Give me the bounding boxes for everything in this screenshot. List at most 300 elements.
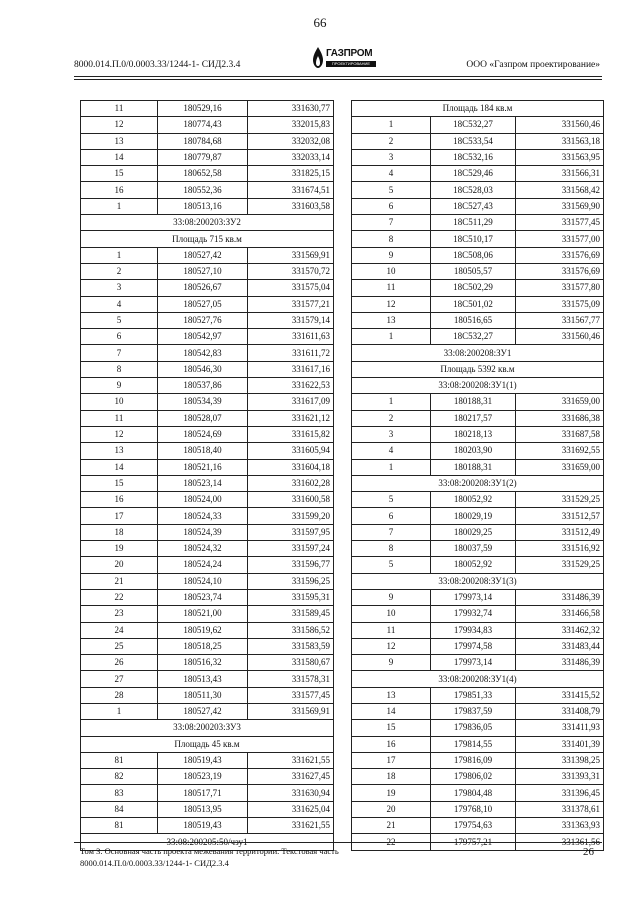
flame-icon	[312, 47, 324, 69]
y-coordinate-cell: 331615,82	[248, 426, 334, 442]
point-number-cell: 12	[81, 426, 158, 442]
y-coordinate-cell: 331563,95	[516, 149, 604, 165]
point-number-cell: 15	[81, 475, 158, 491]
point-number-cell: 3	[352, 149, 431, 165]
x-coordinate-cell: 18C528,03	[431, 182, 516, 198]
table-row	[352, 638, 604, 654]
table-row	[352, 133, 604, 149]
table-row	[81, 801, 334, 817]
point-number-cell: 5	[81, 312, 158, 328]
point-number-cell: 18	[352, 769, 431, 785]
point-number-cell: 21	[352, 818, 431, 834]
y-coordinate-cell: 332033,14	[248, 149, 334, 165]
x-coordinate-cell: 179768,10	[431, 801, 516, 817]
y-coordinate-cell: 331577,21	[248, 296, 334, 312]
point-number-cell: 13	[352, 687, 431, 703]
x-coordinate-cell: 18C502,29	[431, 280, 516, 296]
y-coordinate-cell: 331512,49	[516, 524, 604, 540]
x-coordinate-cell: 180217,57	[431, 410, 516, 426]
section-header-row	[81, 720, 334, 736]
table-row	[81, 606, 334, 622]
x-coordinate-cell: 179816,09	[431, 752, 516, 768]
x-coordinate-cell: 180527,05	[158, 296, 248, 312]
table-row	[81, 655, 334, 671]
y-coordinate-cell: 331567,77	[516, 312, 604, 328]
x-coordinate-cell: 180519,62	[158, 622, 248, 638]
footer-volume-title: Том 3. Основная часть проекта межевания территории. Текстовая часть	[80, 846, 339, 856]
table-row	[81, 263, 334, 279]
section-header-row	[81, 215, 334, 231]
point-number-cell: 9	[352, 247, 431, 263]
x-coordinate-cell: 179757,21	[431, 834, 516, 850]
table-row	[352, 508, 604, 524]
point-number-cell: 9	[352, 655, 431, 671]
x-coordinate-cell: 180774,43	[158, 117, 248, 133]
point-number-cell: 9	[81, 378, 158, 394]
section-header-row	[352, 573, 604, 589]
point-number-cell: 81	[81, 818, 158, 834]
y-coordinate-cell: 331466,58	[516, 606, 604, 622]
y-coordinate-cell: 331659,00	[516, 394, 604, 410]
y-coordinate-cell: 331599,20	[248, 508, 334, 524]
y-coordinate-cell: 331486,39	[516, 655, 604, 671]
x-coordinate-cell: 180037,59	[431, 541, 516, 557]
table-row	[352, 182, 604, 198]
section-header-row	[352, 101, 604, 117]
y-coordinate-cell: 331611,63	[248, 329, 334, 345]
footer-rule	[74, 842, 602, 843]
point-number-cell: 3	[81, 280, 158, 296]
point-number-cell: 22	[352, 834, 431, 850]
point-number-cell: 14	[81, 459, 158, 475]
x-coordinate-cell: 180784,68	[158, 133, 248, 149]
section-header-row	[352, 361, 604, 377]
table-row	[81, 394, 334, 410]
y-coordinate-cell: 331577,00	[516, 231, 604, 247]
x-coordinate-cell: 179814,55	[431, 736, 516, 752]
table-row	[352, 736, 604, 752]
x-coordinate-cell: 180052,92	[431, 557, 516, 573]
x-coordinate-cell: 179804,48	[431, 785, 516, 801]
y-coordinate-cell: 331597,24	[248, 541, 334, 557]
y-coordinate-cell: 331361,56	[516, 834, 604, 850]
point-number-cell: 16	[352, 736, 431, 752]
table-row	[81, 589, 334, 605]
x-coordinate-cell: 179973,14	[431, 655, 516, 671]
table-row	[81, 769, 334, 785]
y-coordinate-cell: 331596,77	[248, 557, 334, 573]
y-coordinate-cell: 331577,45	[516, 215, 604, 231]
x-coordinate-cell: 180524,39	[158, 524, 248, 540]
left-coordinates-table	[80, 100, 334, 851]
y-coordinate-cell: 331825,15	[248, 166, 334, 182]
x-coordinate-cell: 180521,16	[158, 459, 248, 475]
x-coordinate-cell: 180517,71	[158, 785, 248, 801]
table-row	[352, 198, 604, 214]
table-row	[81, 280, 334, 296]
point-number-cell: 6	[352, 198, 431, 214]
point-number-cell: 14	[352, 703, 431, 719]
table-row	[352, 557, 604, 573]
point-number-cell: 6	[352, 508, 431, 524]
y-coordinate-cell: 331363,93	[516, 818, 604, 834]
section-header-row	[352, 345, 604, 361]
y-coordinate-cell: 331569,91	[248, 247, 334, 263]
x-coordinate-cell: 180528,07	[158, 410, 248, 426]
y-coordinate-cell: 331600,58	[248, 492, 334, 508]
point-number-cell: 5	[352, 492, 431, 508]
table-row	[81, 378, 334, 394]
table-row	[352, 231, 604, 247]
table-row	[81, 247, 334, 263]
x-coordinate-cell: 18C501,02	[431, 296, 516, 312]
table-row	[352, 801, 604, 817]
y-coordinate-cell: 331622,53	[248, 378, 334, 394]
point-number-cell: 17	[352, 752, 431, 768]
point-number-cell: 1	[352, 329, 431, 345]
point-number-cell: 17	[81, 508, 158, 524]
table-row	[81, 524, 334, 540]
table-row	[352, 785, 604, 801]
y-coordinate-cell: 331415,52	[516, 687, 604, 703]
point-number-cell: 1	[352, 394, 431, 410]
point-number-cell: 1	[352, 459, 431, 475]
point-number-cell: 12	[352, 638, 431, 654]
y-coordinate-cell: 331621,55	[248, 752, 334, 768]
table-row	[352, 655, 604, 671]
table-row	[352, 149, 604, 165]
x-coordinate-cell: 180779,87	[158, 149, 248, 165]
section-header-text: 33:08:200208:ЗУ1(2)	[352, 475, 604, 491]
section-header-text: Площадь 184 кв.м	[352, 101, 604, 117]
x-coordinate-cell: 180516,32	[158, 655, 248, 671]
table-row	[352, 263, 604, 279]
y-coordinate-cell: 331483,44	[516, 638, 604, 654]
x-coordinate-cell: 180552,36	[158, 182, 248, 198]
point-number-cell: 2	[352, 410, 431, 426]
y-coordinate-cell: 332015,83	[248, 117, 334, 133]
section-header-text: 33:08:200205:50/чзу1	[81, 834, 334, 850]
y-coordinate-cell: 331617,16	[248, 361, 334, 377]
table-row	[81, 541, 334, 557]
point-number-cell: 6	[81, 329, 158, 345]
table-row	[81, 459, 334, 475]
y-coordinate-cell: 331595,31	[248, 589, 334, 605]
section-header-text: Площадь 5392 кв.м	[352, 361, 604, 377]
y-coordinate-cell: 331596,25	[248, 573, 334, 589]
table-row	[352, 410, 604, 426]
point-number-cell: 13	[352, 312, 431, 328]
point-number-cell: 5	[352, 557, 431, 573]
x-coordinate-cell: 180518,40	[158, 443, 248, 459]
table-row	[352, 215, 604, 231]
y-coordinate-cell: 331611,72	[248, 345, 334, 361]
point-number-cell: 18	[81, 524, 158, 540]
section-header-text: Площадь 715 кв.м	[81, 231, 334, 247]
point-number-cell: 13	[81, 443, 158, 459]
x-coordinate-cell: 179851,33	[431, 687, 516, 703]
table-row	[81, 703, 334, 719]
point-number-cell: 11	[352, 280, 431, 296]
x-coordinate-cell: 180524,32	[158, 541, 248, 557]
x-coordinate-cell: 180516,65	[431, 312, 516, 328]
section-header-row	[352, 671, 604, 687]
x-coordinate-cell: 180537,86	[158, 378, 248, 394]
x-coordinate-cell: 180188,31	[431, 394, 516, 410]
point-number-cell: 15	[81, 166, 158, 182]
x-coordinate-cell: 180188,31	[431, 459, 516, 475]
point-number-cell: 11	[352, 622, 431, 638]
point-number-cell: 11	[81, 410, 158, 426]
point-number-cell: 8	[352, 541, 431, 557]
x-coordinate-cell: 180527,76	[158, 312, 248, 328]
x-coordinate-cell: 18C532,27	[431, 117, 516, 133]
x-coordinate-cell: 18C511,29	[431, 215, 516, 231]
point-number-cell: 81	[81, 752, 158, 768]
table-row	[81, 345, 334, 361]
point-number-cell: 12	[81, 117, 158, 133]
x-coordinate-cell: 18C508,06	[431, 247, 516, 263]
y-coordinate-cell: 331580,67	[248, 655, 334, 671]
point-number-cell: 16	[81, 492, 158, 508]
logo-subtext: ПРОЕКТИРОВАНИЕ	[326, 61, 376, 67]
y-coordinate-cell: 331692,55	[516, 443, 604, 459]
y-coordinate-cell: 331625,04	[248, 801, 334, 817]
point-number-cell: 3	[352, 426, 431, 442]
x-coordinate-cell: 180218,13	[431, 426, 516, 442]
table-row	[352, 166, 604, 182]
y-coordinate-cell: 331579,14	[248, 312, 334, 328]
point-number-cell: 9	[352, 589, 431, 605]
table-row	[352, 492, 604, 508]
point-number-cell: 7	[352, 215, 431, 231]
y-coordinate-cell: 331674,51	[248, 182, 334, 198]
point-number-cell: 7	[81, 345, 158, 361]
x-coordinate-cell: 180524,69	[158, 426, 248, 442]
point-number-cell: 11	[81, 101, 158, 117]
x-coordinate-cell: 18C532,16	[431, 149, 516, 165]
table-row	[352, 296, 604, 312]
logo-text: ГАЗПРОМ	[326, 48, 373, 59]
point-number-cell: 84	[81, 801, 158, 817]
y-coordinate-cell: 331578,31	[248, 671, 334, 687]
point-number-cell: 19	[352, 785, 431, 801]
x-coordinate-cell: 180527,42	[158, 703, 248, 719]
table-row	[81, 818, 334, 834]
header-rule-double	[74, 79, 602, 80]
y-coordinate-cell: 331529,25	[516, 557, 604, 573]
point-number-cell: 25	[81, 638, 158, 654]
x-coordinate-cell: 18C533,54	[431, 133, 516, 149]
section-header-text: 33:08:200203:ЗУ3	[81, 720, 334, 736]
x-coordinate-cell: 180052,92	[431, 492, 516, 508]
x-coordinate-cell: 179973,14	[431, 589, 516, 605]
y-coordinate-cell: 331583,59	[248, 638, 334, 654]
y-coordinate-cell: 331486,39	[516, 589, 604, 605]
y-coordinate-cell: 331605,94	[248, 443, 334, 459]
x-coordinate-cell: 18C529,46	[431, 166, 516, 182]
x-coordinate-cell: 179934,83	[431, 622, 516, 638]
org-name: ООО «Газпром проектирование»	[466, 60, 600, 70]
x-coordinate-cell: 180029,25	[431, 524, 516, 540]
point-number-cell: 15	[352, 720, 431, 736]
y-coordinate-cell: 331576,69	[516, 263, 604, 279]
y-coordinate-cell: 331396,45	[516, 785, 604, 801]
x-coordinate-cell: 179837,59	[431, 703, 516, 719]
table-row	[81, 475, 334, 491]
table-row	[81, 508, 334, 524]
x-coordinate-cell: 18C527,43	[431, 198, 516, 214]
table-row	[352, 720, 604, 736]
point-number-cell: 16	[81, 182, 158, 198]
x-coordinate-cell: 180527,42	[158, 247, 248, 263]
point-number-cell: 24	[81, 622, 158, 638]
point-number-cell: 14	[81, 149, 158, 165]
x-coordinate-cell: 180523,19	[158, 769, 248, 785]
x-coordinate-cell: 179836,05	[431, 720, 516, 736]
point-number-cell: 2	[81, 263, 158, 279]
y-coordinate-cell: 331378,61	[516, 801, 604, 817]
y-coordinate-cell: 331569,91	[248, 703, 334, 719]
point-number-cell: 1	[81, 247, 158, 263]
x-coordinate-cell: 180521,00	[158, 606, 248, 622]
point-number-cell: 10	[352, 606, 431, 622]
table-row	[352, 247, 604, 263]
y-coordinate-cell: 331570,72	[248, 263, 334, 279]
point-number-cell: 1	[81, 198, 158, 214]
x-coordinate-cell: 180513,43	[158, 671, 248, 687]
x-coordinate-cell: 180518,25	[158, 638, 248, 654]
page-number: 66	[313, 15, 327, 30]
point-number-cell: 4	[352, 166, 431, 182]
table-row	[81, 182, 334, 198]
section-header-text: 33:08:200208:ЗУ1(3)	[352, 573, 604, 589]
table-row	[81, 785, 334, 801]
point-number-cell: 83	[81, 785, 158, 801]
point-number-cell: 12	[352, 296, 431, 312]
table-row	[352, 426, 604, 442]
y-coordinate-cell: 331621,55	[248, 818, 334, 834]
x-coordinate-cell: 179754,63	[431, 818, 516, 834]
y-coordinate-cell: 331659,00	[516, 459, 604, 475]
point-number-cell: 28	[81, 687, 158, 703]
table-row	[352, 329, 604, 345]
section-header-row	[81, 736, 334, 752]
x-coordinate-cell: 18C532,27	[431, 329, 516, 345]
section-header-text: Площадь 45 кв.м	[81, 736, 334, 752]
table-row	[81, 687, 334, 703]
table-row	[352, 687, 604, 703]
point-number-cell: 22	[81, 589, 158, 605]
table-row	[81, 361, 334, 377]
x-coordinate-cell: 180513,95	[158, 801, 248, 817]
table-row	[81, 133, 334, 149]
y-coordinate-cell: 331566,31	[516, 166, 604, 182]
table-row	[81, 101, 334, 117]
y-coordinate-cell: 331577,45	[248, 687, 334, 703]
x-coordinate-cell: 180546,30	[158, 361, 248, 377]
point-number-cell: 8	[352, 231, 431, 247]
y-coordinate-cell: 331568,42	[516, 182, 604, 198]
x-coordinate-cell: 180511,30	[158, 687, 248, 703]
point-number-cell: 10	[352, 263, 431, 279]
section-header-text: 33:08:200208:ЗУ1	[352, 345, 604, 361]
table-row	[81, 671, 334, 687]
point-number-cell: 23	[81, 606, 158, 622]
section-header-row	[352, 475, 604, 491]
header-rule	[74, 76, 602, 77]
point-number-cell: 27	[81, 671, 158, 687]
y-coordinate-cell: 331575,04	[248, 280, 334, 296]
y-coordinate-cell: 331686,38	[516, 410, 604, 426]
point-number-cell: 7	[352, 524, 431, 540]
table-row	[81, 198, 334, 214]
point-number-cell: 19	[81, 541, 158, 557]
y-coordinate-cell: 331401,39	[516, 736, 604, 752]
x-coordinate-cell: 180519,43	[158, 818, 248, 834]
point-number-cell: 4	[81, 296, 158, 312]
x-coordinate-cell: 180203,90	[431, 443, 516, 459]
y-coordinate-cell: 331621,12	[248, 410, 334, 426]
right-coordinates-column	[351, 100, 604, 851]
x-coordinate-cell: 180519,43	[158, 752, 248, 768]
table-row	[352, 541, 604, 557]
x-coordinate-cell: 18C510,17	[431, 231, 516, 247]
x-coordinate-cell: 180524,33	[158, 508, 248, 524]
y-coordinate-cell: 331617,09	[248, 394, 334, 410]
x-coordinate-cell: 180505,57	[431, 263, 516, 279]
y-coordinate-cell: 331576,69	[516, 247, 604, 263]
table-row	[81, 752, 334, 768]
table-row	[352, 443, 604, 459]
x-coordinate-cell: 180542,97	[158, 329, 248, 345]
y-coordinate-cell: 331589,45	[248, 606, 334, 622]
y-coordinate-cell: 331687,58	[516, 426, 604, 442]
x-coordinate-cell: 179974,58	[431, 638, 516, 654]
table-row	[352, 752, 604, 768]
y-coordinate-cell: 331393,31	[516, 769, 604, 785]
x-coordinate-cell: 180534,39	[158, 394, 248, 410]
table-row	[81, 426, 334, 442]
y-coordinate-cell: 331630,94	[248, 785, 334, 801]
table-row	[352, 622, 604, 638]
x-coordinate-cell: 179806,02	[431, 769, 516, 785]
section-header-row	[352, 378, 604, 394]
y-coordinate-cell: 331560,46	[516, 329, 604, 345]
table-row	[352, 524, 604, 540]
point-number-cell: 26	[81, 655, 158, 671]
section-header-text: 33:08:200208:ЗУ1(4)	[352, 671, 604, 687]
y-coordinate-cell: 331516,92	[516, 541, 604, 557]
table-row	[352, 818, 604, 834]
y-coordinate-cell: 331462,32	[516, 622, 604, 638]
y-coordinate-cell: 331577,80	[516, 280, 604, 296]
y-coordinate-cell: 331604,18	[248, 459, 334, 475]
point-number-cell: 4	[352, 443, 431, 459]
doc-code: 8000.014.П.0/0.0003.33/1244-1- СИД2.3.4	[74, 60, 241, 70]
table-row	[81, 117, 334, 133]
x-coordinate-cell: 180523,74	[158, 589, 248, 605]
x-coordinate-cell: 180524,00	[158, 492, 248, 508]
x-coordinate-cell: 180029,19	[431, 508, 516, 524]
point-number-cell: 8	[81, 361, 158, 377]
y-coordinate-cell: 332032,08	[248, 133, 334, 149]
right-coordinates-table	[351, 100, 604, 851]
y-coordinate-cell: 331560,46	[516, 117, 604, 133]
point-number-cell: 1	[81, 703, 158, 719]
gazprom-logo	[312, 46, 380, 70]
point-number-cell: 5	[352, 182, 431, 198]
